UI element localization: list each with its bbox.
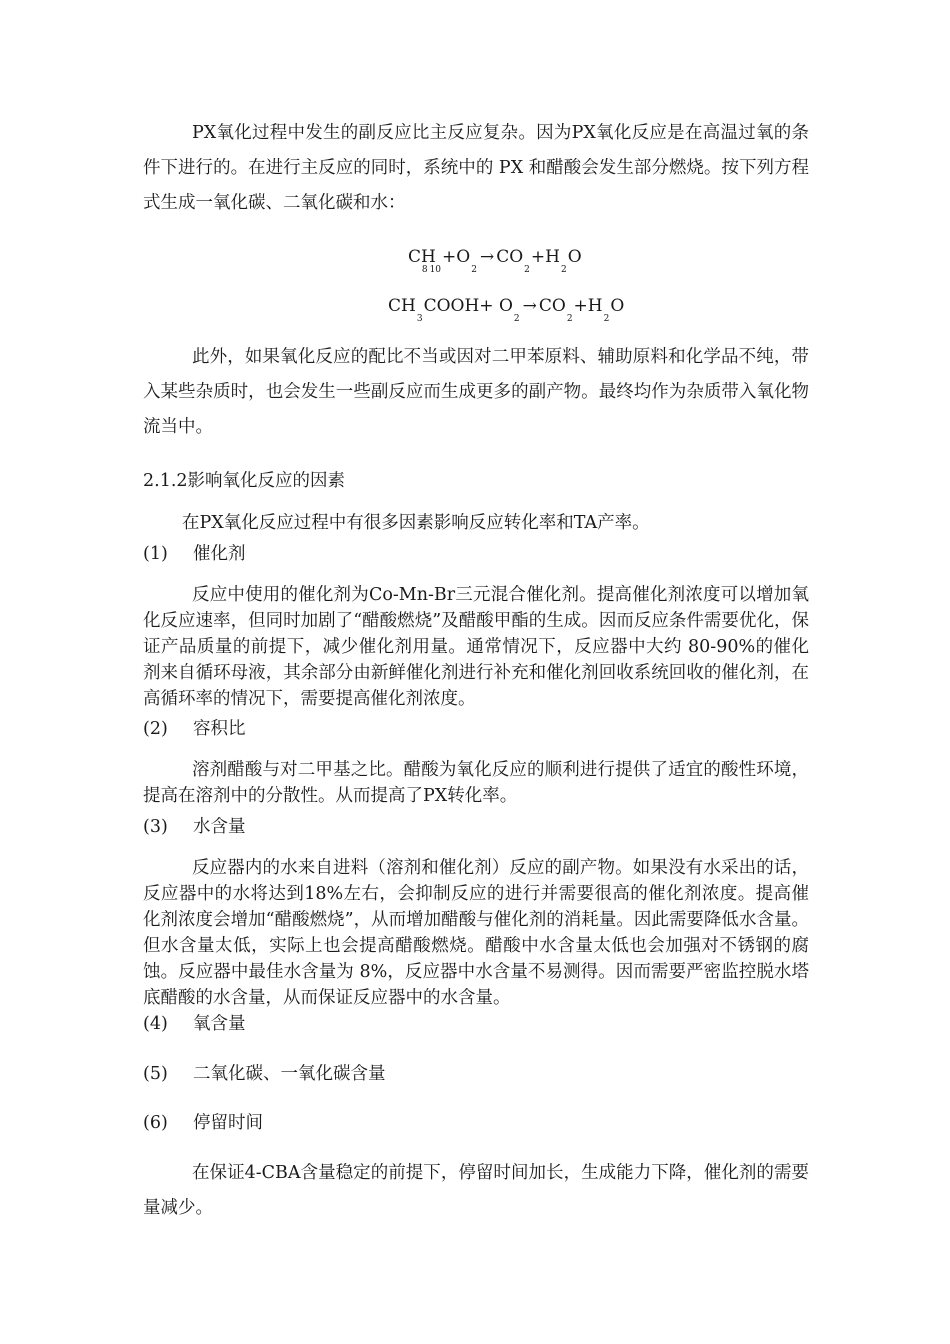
eq2-cooh: COOH+ bbox=[423, 296, 494, 316]
eq1-oxygen: +O bbox=[442, 247, 471, 267]
paragraph-water: 反应器内的水来自进料（溶剂和催化剂）反应的副产物。如果没有水采出的话，反应器中的水将达到18%左右，会抑制反应的进行并需要很高的催化剂浓度。提高催化剂浓度会增加“醋酸燃烧”，从而增加醋酸与催化剂的消耗量。因此需要降低水含量。但水含量太低，实际上也会提高醋酸燃烧。醋酸中水含量太低也会加强对不锈钢的腐蚀。反应器中最佳水含量为 8%，反应器中水含量不易测得。因而需要严密监控脱水塔底醋酸的水含量，从而保证反应器中的水含量。 bbox=[143, 858, 809, 1008]
eq1-sub-c: 8 bbox=[421, 265, 428, 275]
factor-label: 水含量 bbox=[193, 817, 246, 837]
paragraph-catalyst: 反应中使用的催化剂为Co-Mn-Br三元混合催化剂。提高催化剂浓度可以增加氧化反应速率，但同时加剧了“醋酸燃烧”及醋酸甲酯的生成。因而反应条件需要优化，保证产品质量的前提下，减少催化剂用量。通常情况下，反应器中大约 80-90%的催化剂来自循环母液，其余部分由新鲜催化剂进行补充和催化剂回收系统回收的催化剂，在高循环率的情况下，需要提高催化剂浓度。 bbox=[143, 585, 809, 709]
factor-number: (6) bbox=[143, 1113, 168, 1133]
paragraph-volume-ratio: 溶剂醋酸与对二甲基之比。醋酸为氧化反应的顺利进行提供了适宜的酸性环境，提高在溶剂中的分散性。从而提高了PX转化率。 bbox=[143, 760, 809, 806]
factor-item-1 bbox=[143, 541, 246, 567]
eq1-reactant1: CH bbox=[408, 247, 436, 267]
factor-number: (4) bbox=[143, 1014, 168, 1034]
factor-label: 催化剂 bbox=[193, 544, 246, 564]
eq1-arrow: → bbox=[479, 247, 495, 267]
factor-number: (2) bbox=[143, 719, 168, 739]
eq2-reactant1: CH bbox=[388, 296, 416, 316]
factor-label: 二氧化碳、一氧化碳含量 bbox=[193, 1064, 386, 1084]
eq1-sub-h: 10 bbox=[429, 265, 442, 275]
eq2-arrow: → bbox=[522, 296, 537, 316]
paragraph-impurities: 此外，如果氧化反应的配比不当或因对二甲苯原料、辅助原料和化学品不纯，带入某些杂质时，也会发生一些副反应而生成更多的副产物。最终均作为杂质带入氧化物流当中。 bbox=[143, 347, 809, 437]
eq1-sub-h2: 2 bbox=[560, 265, 567, 275]
eq1-co: CO bbox=[496, 247, 524, 267]
factor-label: 停留时间 bbox=[193, 1113, 263, 1133]
factor-item-4 bbox=[143, 1011, 246, 1037]
factor-label: 氧含量 bbox=[193, 1014, 246, 1034]
paragraph-residence-time: 在保证4-CBA含量稳定的前提下，停留时间加长，生成能力下降，催化剂的需要量减少。 bbox=[143, 1163, 809, 1218]
eq2-co: CO bbox=[538, 296, 566, 316]
eq1-sub-o2: 2 bbox=[471, 265, 477, 275]
factor-number: (5) bbox=[143, 1064, 168, 1084]
eq2-water-o: O bbox=[610, 296, 625, 316]
equation-px-combustion bbox=[408, 246, 582, 275]
section-heading: 2.1.2影响氧化反应的因素 bbox=[143, 471, 346, 491]
factor-item-6 bbox=[143, 1110, 263, 1136]
equation-acetic-combustion bbox=[388, 295, 625, 324]
paragraph-side-reactions: PX氧化过程中发生的副反应比主反应复杂。因为PX氧化反应是在高温过氧的条件下进行的。在进行主反应的同时，系统中的 PX 和醋酸会发生部分燃烧。按下列方程式生成一氧化碳、二氧化碳和水： bbox=[143, 123, 809, 213]
factor-number: (1) bbox=[143, 544, 168, 564]
factor-item-2 bbox=[143, 716, 246, 742]
eq2-sub-o2: 2 bbox=[513, 314, 520, 324]
eq2-oxygen: O bbox=[498, 296, 513, 316]
factor-label: 容积比 bbox=[193, 719, 246, 739]
eq2-sub-3: 3 bbox=[416, 314, 423, 324]
eq1-water-o: O bbox=[567, 247, 582, 267]
eq2-hydrogen: +H bbox=[573, 296, 603, 316]
eq2-sub-h2: 2 bbox=[603, 314, 610, 324]
eq1-hydrogen: +H bbox=[530, 247, 560, 267]
factor-item-3 bbox=[143, 814, 246, 840]
eq2-sub-co2: 2 bbox=[566, 314, 573, 324]
eq1-sub-co2: 2 bbox=[524, 265, 530, 275]
paragraph-intro: 在PX氧化反应过程中有很多因素影响反应转化率和TA产率。 bbox=[182, 513, 650, 533]
factor-item-5 bbox=[143, 1061, 386, 1087]
factor-number: (3) bbox=[143, 817, 168, 837]
